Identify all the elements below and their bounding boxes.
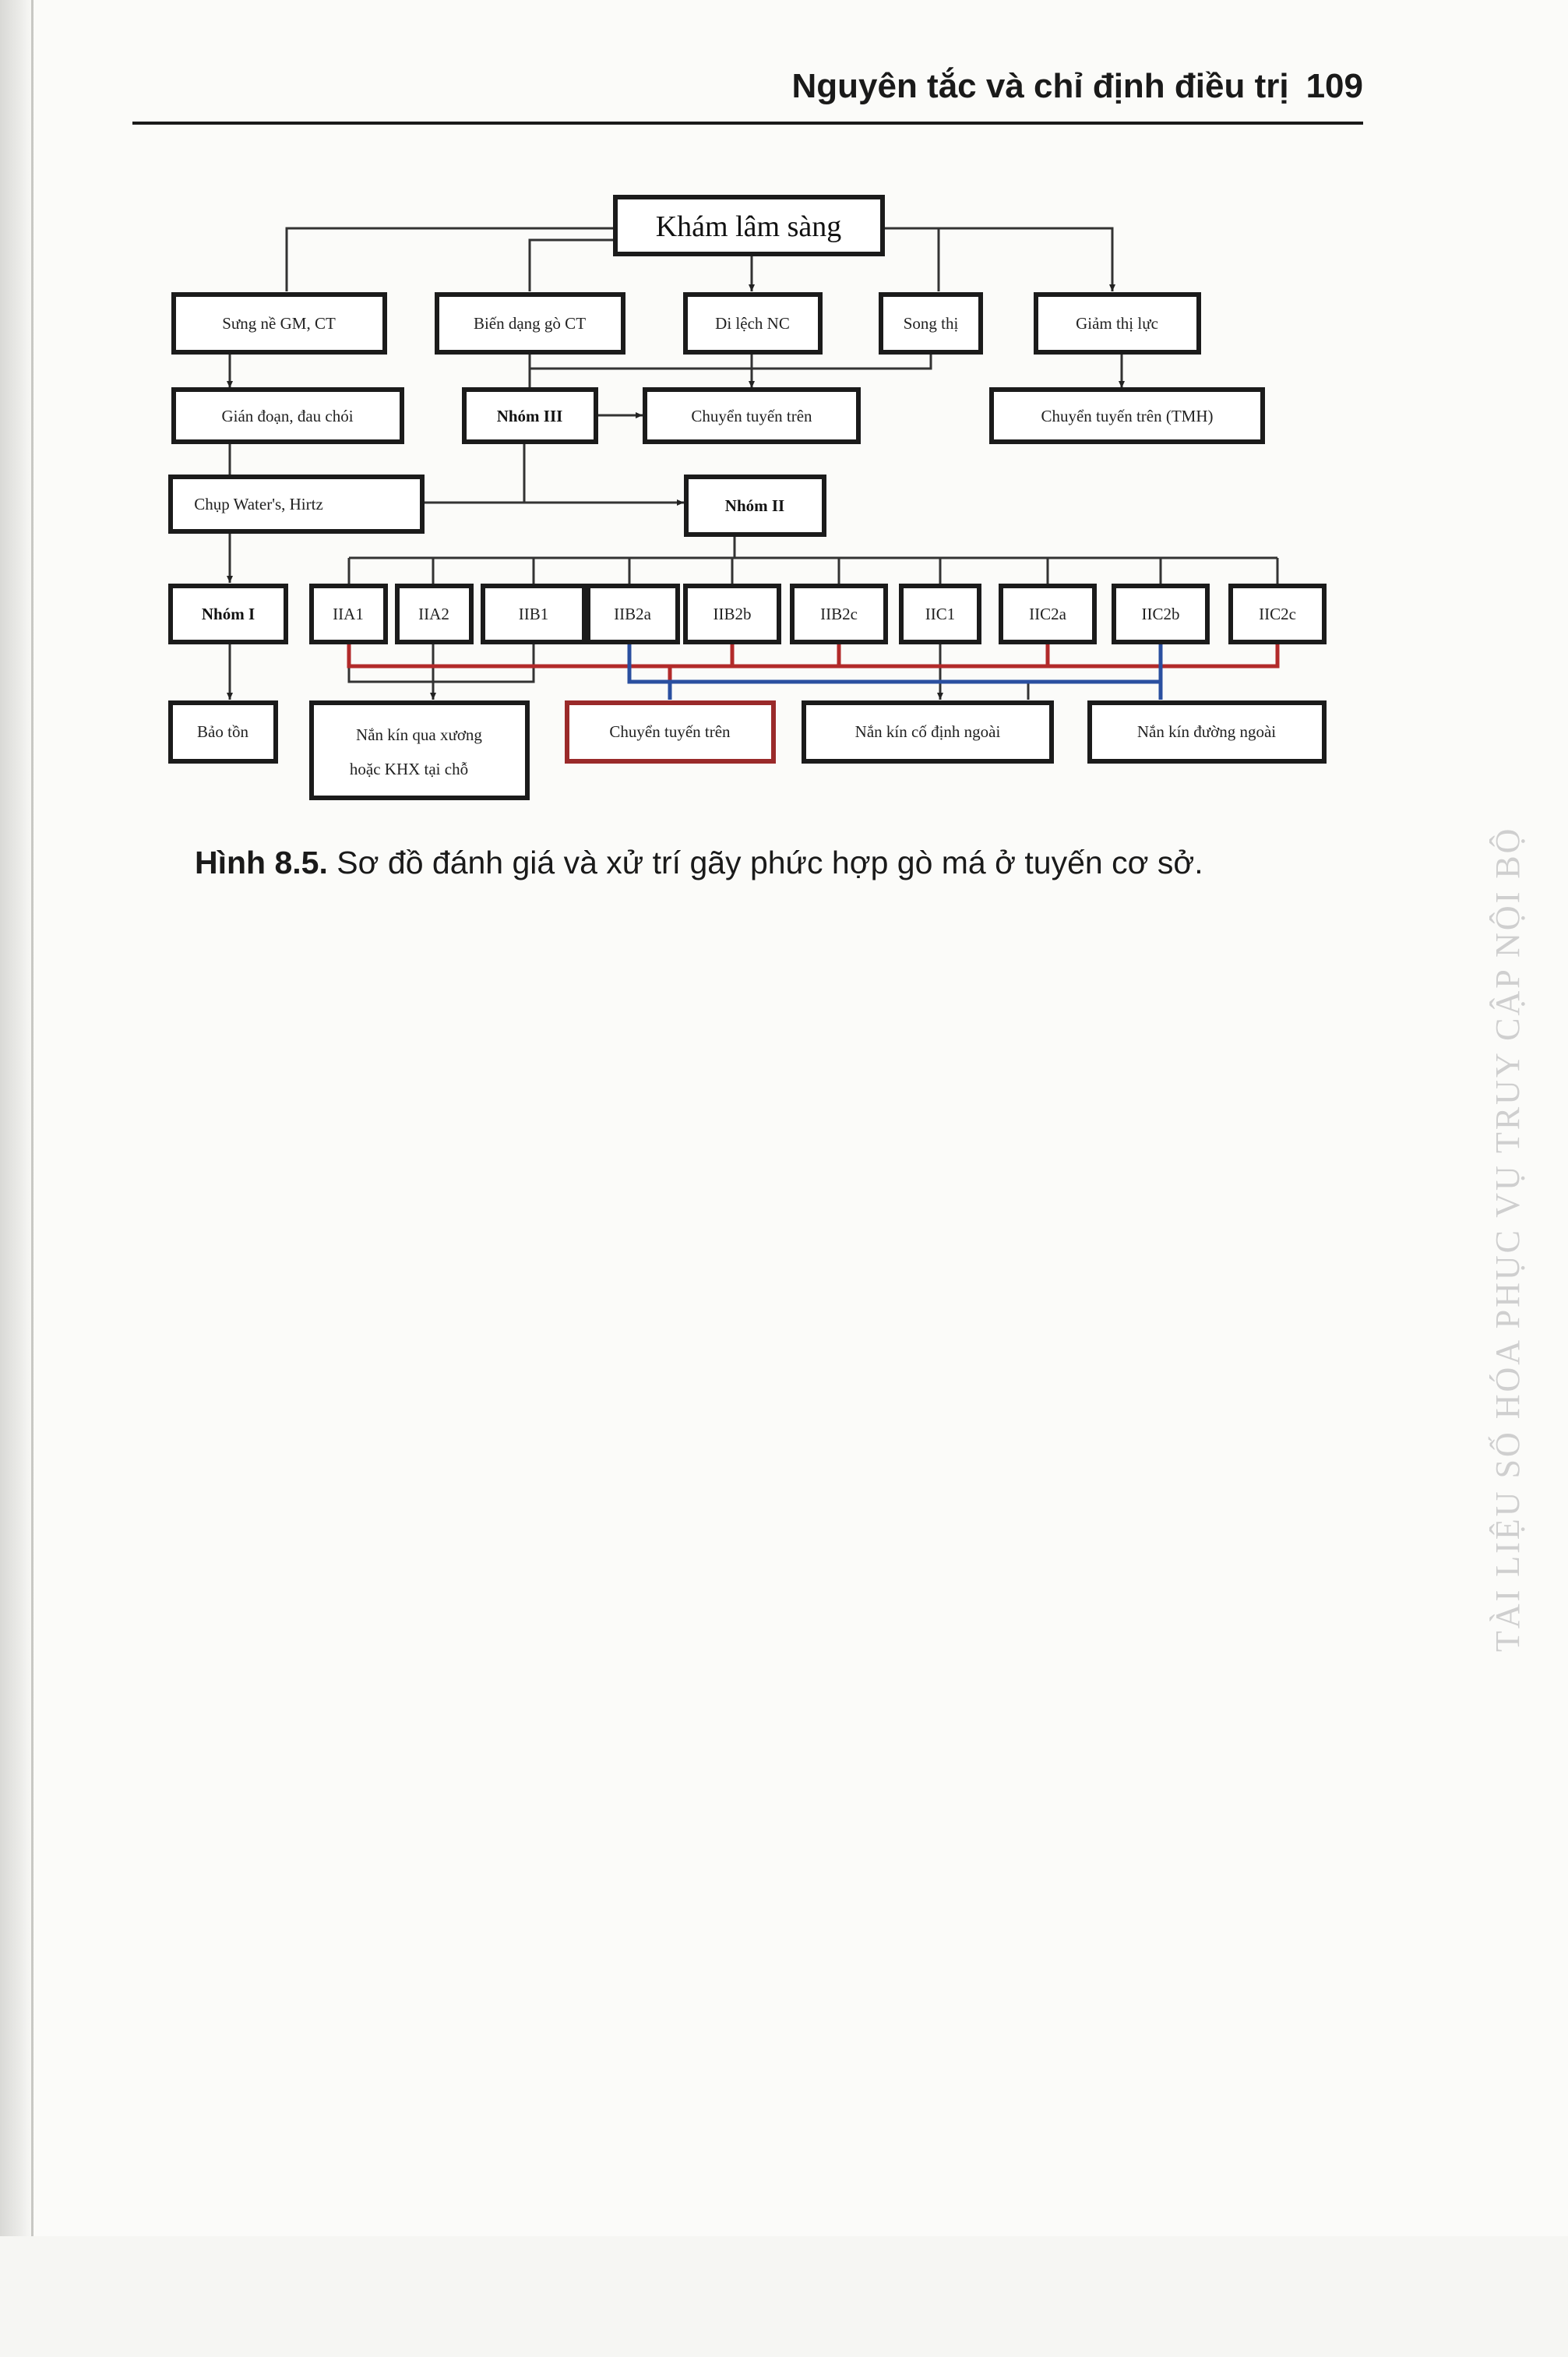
box-giam-thi-luc: Giảm thị lực: [1076, 314, 1158, 333]
box-bao-ton: Bảo tồn: [197, 722, 248, 741]
running-header-title: Nguyên tắc và chỉ định điều trị: [791, 67, 1289, 105]
blue-path-lines: [629, 642, 1161, 700]
box-chuyen-tuyen-tren-2: Chuyển tuyến trên: [609, 722, 731, 741]
row2-boxes: [174, 390, 1263, 442]
box-chuyen-tuyen-tren-1: Chuyển tuyến trên: [691, 407, 812, 425]
flowchart-diagram: [0, 0, 1568, 842]
box-iib2b: IIB2b: [713, 605, 752, 623]
box-nhom-iii: Nhóm III: [496, 407, 563, 425]
box-song-thi: Song thị: [903, 314, 959, 333]
box-iic2b: IIC2b: [1141, 605, 1180, 623]
box-nan-kin-co-dinh-ngoai: Nắn kín cố định ngoài: [854, 722, 1001, 741]
red-path-lines: [349, 642, 1277, 700]
box-chup-waters: Chụp Water's, Hirtz: [194, 495, 323, 513]
row1-boxes: [174, 295, 1199, 352]
box-sung-ne: Sưng nề GM, CT: [222, 314, 336, 333]
figure-label: Hình 8.5.: [195, 845, 328, 880]
box-iic1: IIC1: [925, 605, 956, 623]
row3-boxes: [171, 477, 824, 535]
watermark: TÀI LIỆU SỐ HÓA PHỤC VỤ TRUY CẬP NỘI BỘ: [1489, 826, 1527, 1652]
box-nhom-ii: Nhóm II: [724, 496, 785, 515]
figure-caption: [195, 845, 1394, 881]
box-gian-doan: Gián đoạn, đau chói: [221, 407, 354, 425]
page-bottom-margin: [0, 2236, 1568, 2357]
box-iib1: IIB1: [518, 605, 549, 623]
figure-caption-text: Sơ đồ đánh giá và xử trí gãy phức hợp gò má ở tuyến cơ sở.: [327, 845, 1203, 880]
box-iic2a: IIC2a: [1029, 605, 1066, 623]
box-iic2c: IIC2c: [1259, 605, 1296, 623]
box-nhom-i: Nhóm I: [201, 605, 255, 623]
box-iib2c: IIB2c: [820, 605, 858, 623]
row5-boxes: [171, 703, 1324, 798]
box-bien-dang: Biến dạng gò CT: [473, 314, 587, 333]
box-chuyen-tuyen-tren-tmh: Chuyển tuyến trên (TMH): [1041, 407, 1214, 425]
box-iia1: IIA1: [333, 605, 364, 623]
root-label: Khám lâm sàng: [655, 210, 842, 243]
box-nan-kin-qua-xuong-line1: Nắn kín qua xương: [356, 725, 482, 744]
box-di-lech: Di lệch NC: [715, 314, 790, 333]
box-iia2: IIA2: [418, 605, 449, 623]
box-nan-kin-qua-xuong-line2: hoặc KHX tại chỗ: [349, 760, 469, 778]
box-nan-kin-duong-ngoai: Nắn kín đường ngoài: [1136, 722, 1277, 741]
row3-connectors: [230, 531, 1277, 584]
root-box: [615, 197, 883, 254]
row4-boxes: [171, 586, 1324, 642]
page-number: 109: [1305, 67, 1363, 105]
box-iib2a: IIB2a: [614, 605, 651, 623]
